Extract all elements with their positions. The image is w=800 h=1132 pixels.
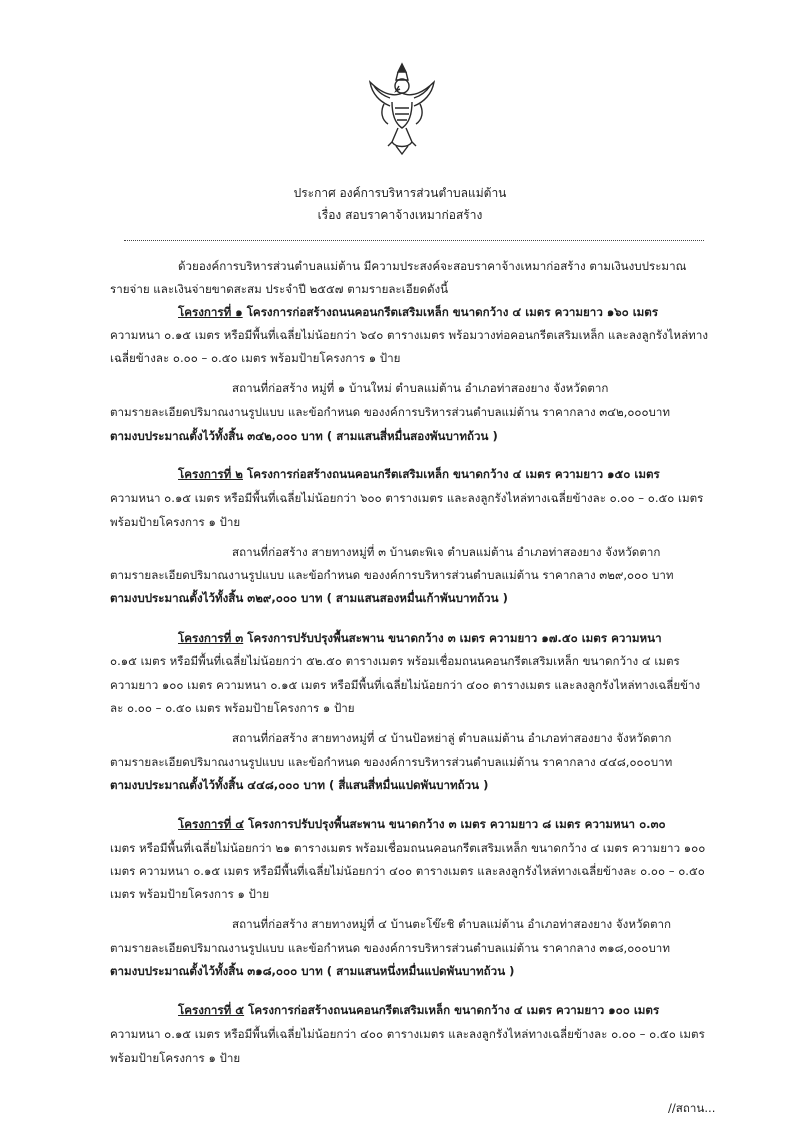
project-description: พร้อมป้ายโครงการ ๑ ป้าย	[110, 1051, 241, 1065]
announcement-title: ประกาศ องค์การบริหารส่วนตำบลแม่ต้าน	[293, 186, 507, 200]
project-heading	[178, 816, 666, 832]
project-location: สถานที่ก่อสร้าง หมู่ที่ ๑ บ้านใหม่ ตำบลแม่ต้าน อำเภอท่าสองยาง จังหวัดตาก	[232, 381, 609, 395]
project-title: โครงการก่อสร้างถนนคอนกรีตเสริมเหล็ก ขนาดกว้าง ๔ เมตร ความยาว ๑๕๐ เมตร	[242, 467, 660, 481]
project-label: โครงการที่ ๓	[178, 631, 244, 645]
project-label: โครงการที่ ๔	[178, 817, 245, 831]
project-title: โครงการปรับปรุงพื้นสะพาน ขนาดกว้าง ๓ เมตร ความยาว ๘ เมตร ความหนา ๐.๓๐	[244, 817, 666, 831]
project-budget: ตามงบประมาณตั้งไว้ทั้งสิ้น ๓๔๒,๐๐๐ บาท ( สามแสนสี่หมื่นสองพันบาทถ้วน )	[110, 429, 498, 443]
project-heading	[178, 1002, 659, 1018]
project-heading	[178, 630, 662, 646]
project-description: ความยาว ๑๐๐ เมตร ความหนา ๐.๑๕ เมตร หรือมีพื้นที่เฉลี่ยไม่น้อยกว่า ๔๐๐ ตารางเมตร และลงลูกรังไหล่ทางเฉลี่ยข้าง	[110, 678, 701, 692]
project-description: ความหนา ๐.๑๕ เมตร หรือมีพื้นที่เฉลี่ยไม่น้อยกว่า ๖๐๐ ตารางเมตร และลงลูกรังไหล่ทางเฉลี่ยข้างละ ๐.๐๐ – ๐.๕๐ เมตร	[110, 491, 704, 505]
announcement-subject: เรื่อง สอบราคาจ้างเหมาก่อสร้าง	[317, 208, 483, 222]
project-description: ความหนา ๐.๑๕ เมตร หรือมีพื้นที่เฉลี่ยไม่น้อยกว่า ๔๐๐ ตารางเมตร และลงลูกรังไหล่ทางเฉลี่ยข้างละ ๐.๐๐ – ๐.๕๐ เมตร	[110, 1027, 705, 1041]
project-detail: ตามรายละเอียดปริมาณงานรูปแบบ และข้อกำหนด ของงค์การบริหารส่วนตำบลแม่ต้าน ราคากลาง ๓๒๙,๐๐๐ บาท	[110, 568, 674, 582]
project-heading	[178, 466, 660, 482]
project-location: สถานที่ก่อสร้าง สายทางหมู่ที่ ๔ บ้านตะโข๊ะชิ ตำบลแม่ต้าน อำเภอท่าสองยาง จังหวัดตาก	[232, 917, 672, 931]
project-location: สถานที่ก่อสร้าง สายทางหมู่ที่ ๓ บ้านตะพิเจ ตำบลแม่ต้าน อำเภอท่าสองยาง จังหวัดตาก	[232, 545, 661, 559]
garuda-emblem-icon	[362, 58, 442, 158]
dotted-divider	[124, 240, 704, 241]
project-label: โครงการที่ ๕	[178, 1003, 245, 1017]
project-detail: ตามรายละเอียดปริมาณงานรูปแบบ และข้อกำหนด ของงค์การบริหารส่วนตำบลแม่ต้าน ราคากลาง ๓๔๒,๐๐๐บาท	[110, 405, 671, 419]
project-budget: ตามงบประมาณตั้งไว้ทั้งสิ้น ๔๔๘,๐๐๐ บาท ( สี่แสนสี่หมื่นแปดพันบาทถ้วน )	[110, 778, 489, 792]
project-description: ๐.๑๕ เมตร หรือมีพื้นที่เฉลี่ยไม่น้อยกว่า ๕๒.๕๐ ตารางเมตร พร้อมเชื่อมถนนคอนกรีตเสริมเหล็ก ขนาดกว้าง ๔ เมตร	[110, 654, 680, 668]
project-label: โครงการที่ ๒	[178, 467, 243, 481]
project-description: พร้อมป้ายโครงการ ๑ ป้าย	[110, 515, 241, 529]
project-description: เมตร หรือมีพื้นที่เฉลี่ยไม่น้อยกว่า ๒๑ ตารางเมตร พร้อมเชื่อมถนนคอนกรีตเสริมเหล็ก ขนาดกว้าง ๔ เมตร ความยาว ๑๐๐	[110, 841, 706, 855]
project-detail: ตามรายละเอียดปริมาณงานรูปแบบ และข้อกำหนด ของงค์การบริหารส่วนตำบลแม่ต้าน ราคากลาง ๔๔๘,๐๐๐บาท	[110, 755, 673, 769]
project-description: เมตร ความหนา ๐.๑๕ เมตร หรือมีพื้นที่เฉลี่ยไม่น้อยกว่า ๔๐๐ ตารางเมตร และลงลูกรังไหล่ทางเฉลี่ยข้างละ ๐.๐๐ – ๐.๕๐	[110, 864, 705, 878]
project-title: โครงการก่อสร้างถนนคอนกรีตเสริมเหล็ก ขนาดกว้าง ๔ เมตร ความยาว ๑๐๐ เมตร	[244, 1003, 660, 1017]
project-title: โครงการปรับปรุงพื้นสะพาน ขนาดกว้าง ๓ เมตร ความยาว ๑๗.๕๐ เมตร ความหนา	[243, 631, 662, 645]
project-description: เมตร พร้อมป้ายโครงการ ๑ ป้าย	[110, 887, 270, 901]
project-location: สถานที่ก่อสร้าง สายทางหมู่ที่ ๔ บ้านป้อหย่าลู่ ตำบลแม่ต้าน อำเภอท่าสองยาง จังหวัดตาก	[232, 731, 672, 745]
project-title: โครงการก่อสร้างถนนคอนกรีตเสริมเหล็ก ขนาดกว้าง ๔ เมตร ความยาว ๑๖๐ เมตร	[242, 305, 659, 319]
project-heading	[178, 304, 658, 320]
project-label: โครงการที่ ๑	[178, 305, 243, 319]
intro-line: ด้วยองค์การบริหารส่วนตำบลแม่ต้าน มีความประสงค์จะสอบราคาจ้างเหมาก่อสร้าง ตามเงินงบประมาณ	[178, 259, 687, 273]
project-budget: ตามงบประมาณตั้งไว้ทั้งสิ้น ๓๑๘,๐๐๐ บาท ( สามแสนหนึ่งหมื่นแปดพันบาทถ้วน )	[110, 964, 515, 978]
page-continuation: //สถาน...	[668, 1101, 716, 1115]
project-detail: ตามรายละเอียดปริมาณงานรูปแบบ และข้อกำหนด ของงค์การบริหารส่วนตำบลแม่ต้าน ราคากลาง ๓๑๘,๐๐๐บาท	[110, 941, 670, 955]
project-budget: ตามงบประมาณตั้งไว้ทั้งสิ้น ๓๒๙,๐๐๐ บาท ( สามแสนสองหมื่นเก้าพันบาทถ้วน )	[110, 591, 508, 605]
project-description: ละ ๐.๐๐ – ๐.๕๐ เมตร พร้อมป้ายโครงการ ๑ ป้าย	[110, 701, 355, 715]
project-description: ความหนา ๐.๑๕ เมตร หรือมีพื้นที่เฉลี่ยไม่น้อยกว่า ๖๔๐ ตารางเมตร พร้อมวางท่อคอนกรีตเสริมเหล็ก และลงลูกรังไหล่ทาง	[110, 328, 708, 342]
project-description: เฉลี่ยข้างละ ๐.๐๐ – ๐.๕๐ เมตร พร้อมป้ายโครงการ ๑ ป้าย	[110, 351, 401, 365]
intro-line: รายจ่าย และเงินจ่ายขาดสะสม ประจำปี ๒๕๕๗ ตามรายละเอียดดังนี้	[110, 282, 449, 296]
